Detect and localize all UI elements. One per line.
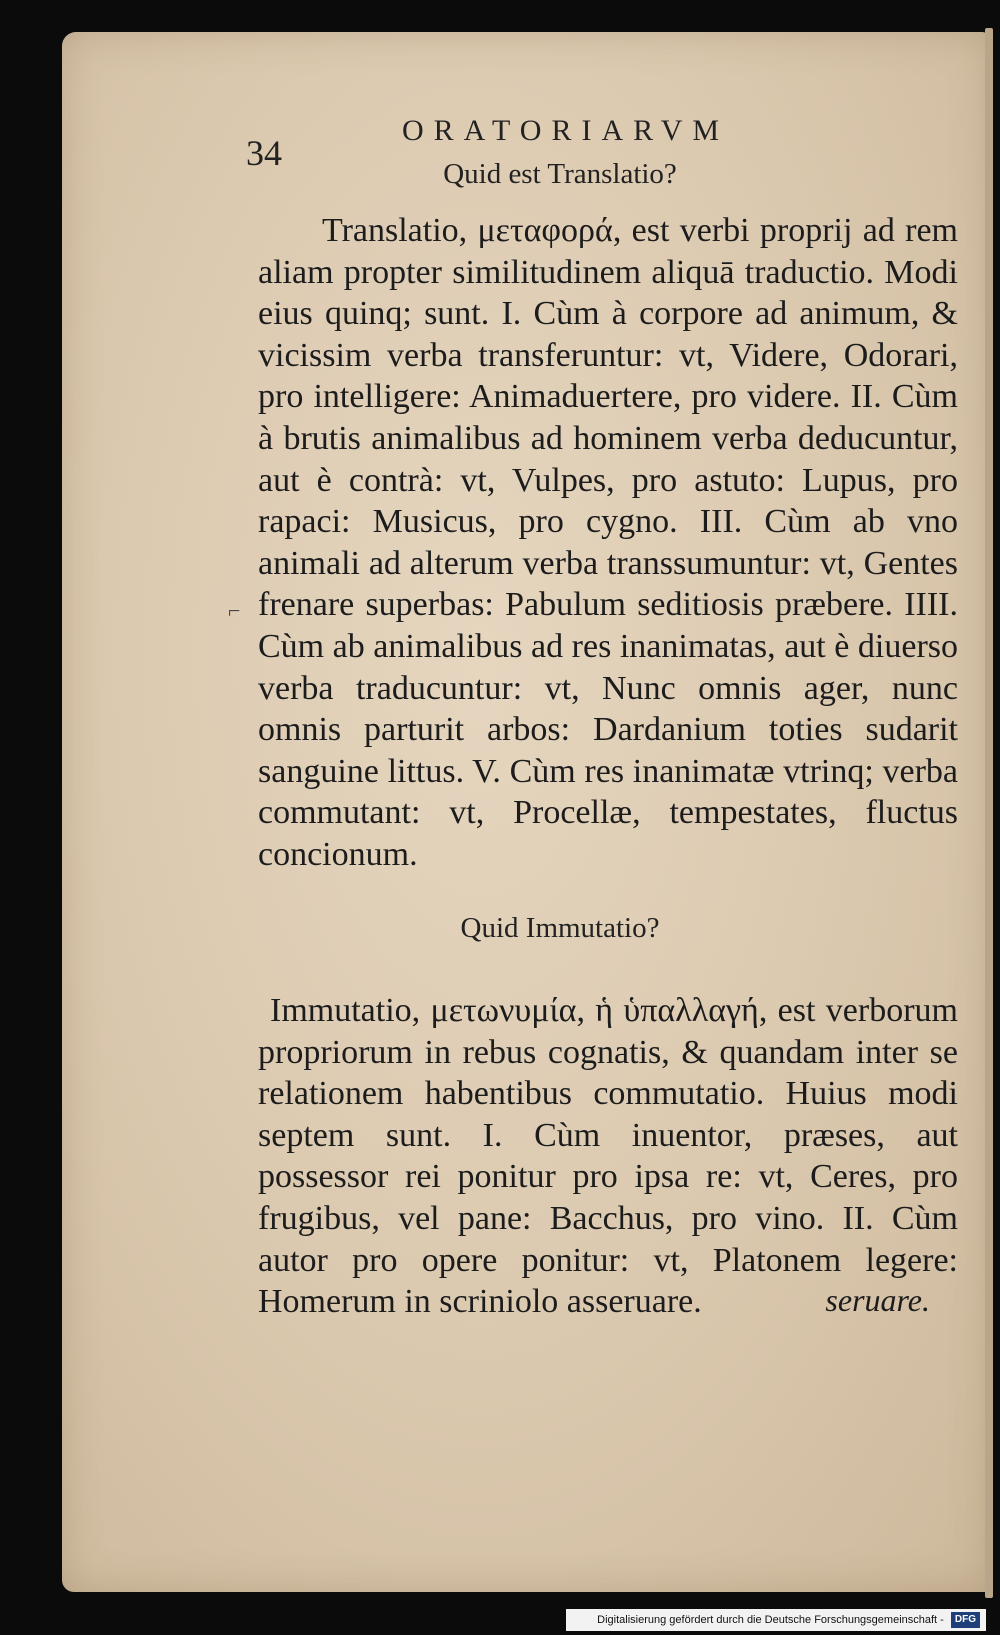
margin-mark: ⌐ (228, 598, 241, 623)
section-heading-translatio (0, 158, 1000, 191)
heading-text: Quid Immutatio? (460, 912, 660, 944)
running-head: ORATORIARVM (402, 114, 730, 147)
footer-text: Digitalisierung gefördert durch die Deutsche Forschungsgemeinschaft - (597, 1614, 944, 1626)
digitization-footer (566, 1609, 986, 1631)
paragraph-immutatio: Immutatio, μετωνυμία, ἡ ὑπαλλαγή, est verborum propriorum in rebus cognatis, & quandam inter se relationem habentibus commutatio. Huius modi septem sunt. I. Cùm inuentor, præses, aut possessor rei ponitur pro ipsa re: vt, Ceres, pro frugibus, vel pane: Bacchus, pro vino. II. Cùm autor pro opere ponitur: vt, Platonem legere: Homerum in scriniolo asseruare. (258, 992, 958, 1321)
heading-text: Quid est Translatio? (443, 158, 677, 190)
paragraph-translatio: Translatio, μεταφορά, est verbi proprij ad rem aliam propter similitudinem aliquā traductio. Modi eius quinq; sunt. I. Cùm à corpore ad animum, & vicissim verba transferuntur: vt, Videre, Odorari, pro intelligere: Animaduertere, pro videre. II. Cùm à brutis animalibus ad hominem verba deducuntur, aut è contrà: vt, Vulpes, pro astuto: Lupus, pro rapaci: Musicus, pro cygno. III. Cùm ab vno animali ad alterum verba transsumuntur: vt, Gentes frenare superbas: Pabulum seditiosis præbere. IIII. Cùm ab animalibus ad res inanimatas, aut è diuerso verba traducuntur: vt, Nunc omnis ager, nunc omnis parturit arbos: Dardanium toties sudarit sanguine littus. V. Cùm res inanimatæ vtrinq; verba commutant: vt, Procellæ, tempestates, fluctus concionum. (258, 212, 958, 873)
page-edge (985, 28, 993, 1598)
dfg-logo: DFG (951, 1612, 980, 1628)
section-heading-immutatio (0, 912, 1000, 945)
page-number: 34 (246, 133, 282, 173)
catchword: seruare. (825, 1282, 930, 1318)
